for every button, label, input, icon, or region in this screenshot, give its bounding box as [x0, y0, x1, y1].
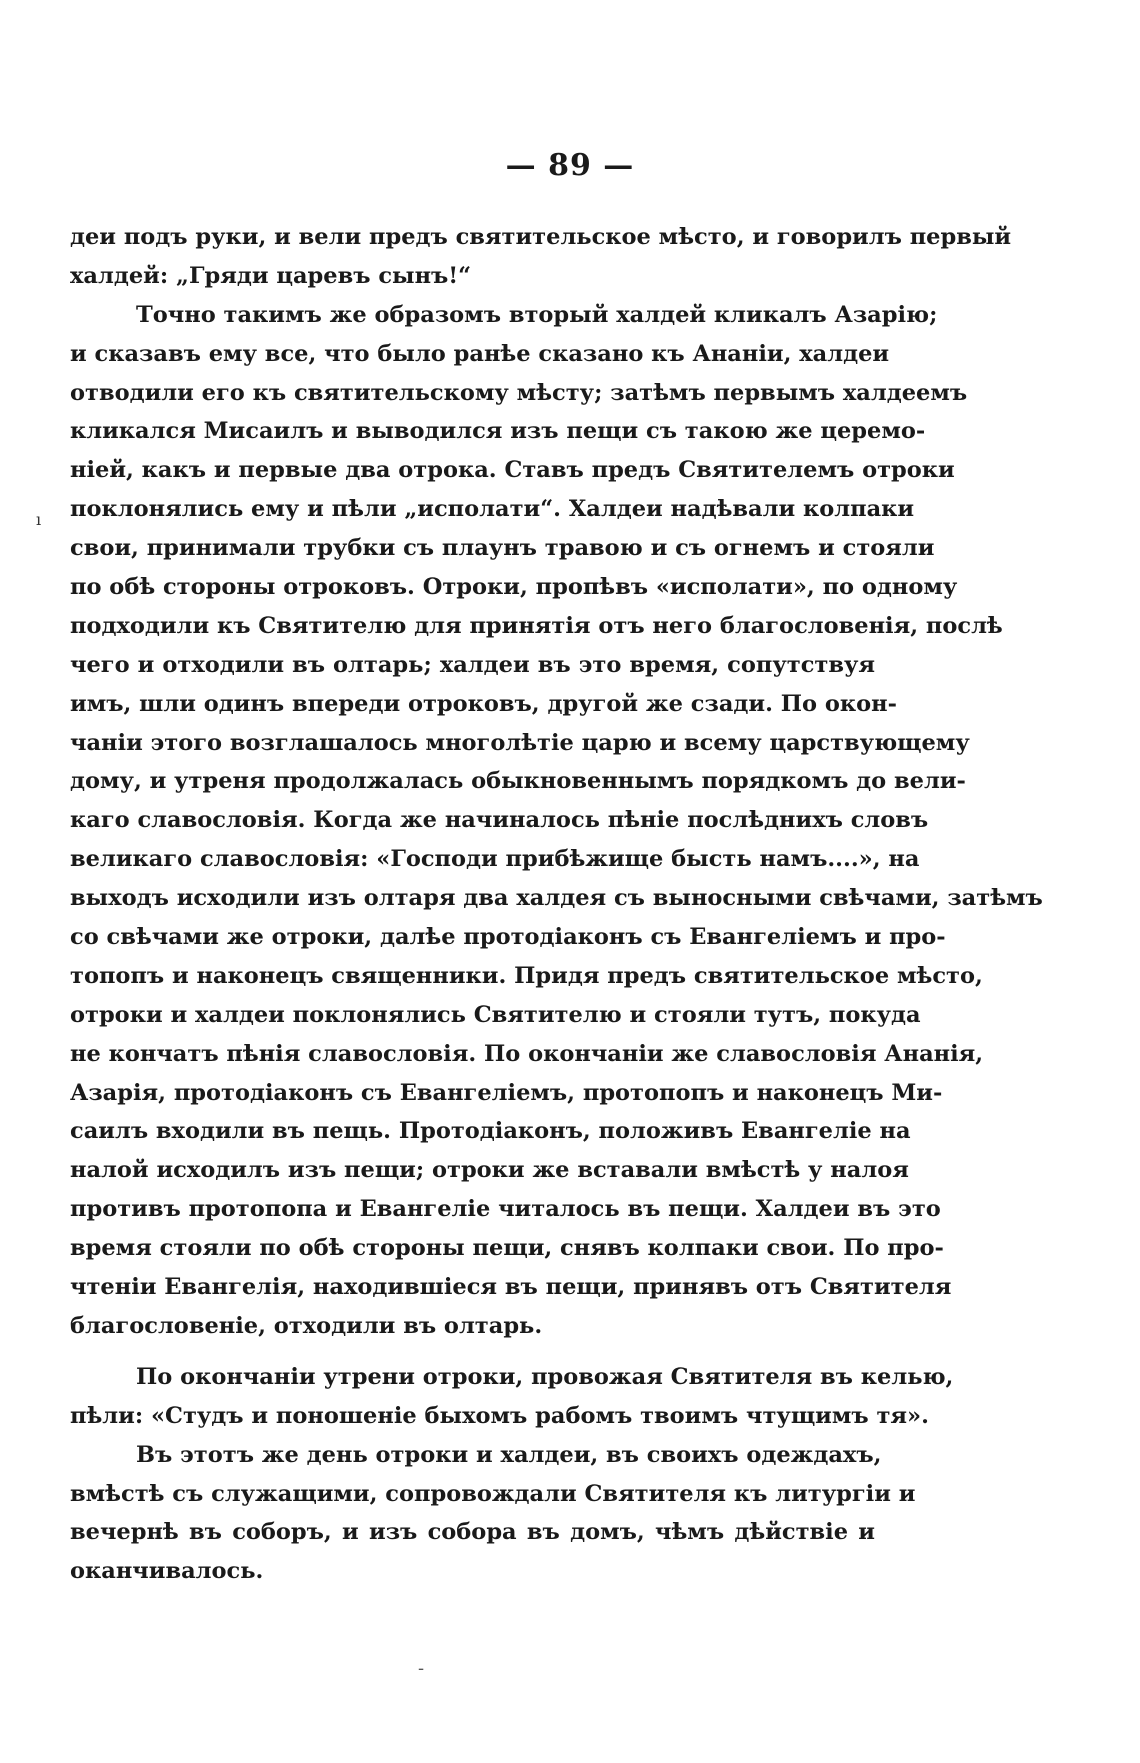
text-line: вечернѣ въ соборъ, и изъ собора въ домъ, чѣмъ дѣйствіе и оканчивалось. [70, 1519, 875, 1585]
text-line: халдей: „Гряди царевъ сынъ!“ [70, 262, 472, 289]
text-line: Въ этотъ же день отроки и халдеи, въ своихъ одеждахъ, [136, 1441, 882, 1468]
text-line: не кончатъ пѣнія славословія. По окончаніи же славословія Ананія, [70, 1040, 984, 1067]
text-line: имъ, шли одинъ впереди отроковъ, другой же сзади. По окон- [70, 690, 897, 717]
text-line: благословеніе, отходили въ олтарь. [70, 1312, 543, 1339]
text-line: дому, и утреня продолжалась обыкновеннымъ порядкомъ до вели- [70, 768, 966, 795]
text-line: выходъ исходили изъ олтаря два халдея съ выносными свѣчами, затѣмъ [70, 885, 1043, 912]
text-line: ніей, какъ и первые два отрока. Ставъ предъ Святителемъ отроки [70, 457, 955, 484]
text-line: пѣли: «Студъ и поношеніе быхомъ рабомъ твоимъ чтущимъ тя». [70, 1402, 929, 1429]
text-line: Азарія, протодіаконъ съ Евангеліемъ, протопопъ и наконецъ Ми- [70, 1079, 943, 1106]
text-line: По окончаніи утрени отроки, провожая Святителя въ келью, [136, 1363, 954, 1390]
body-text [70, 218, 1043, 1591]
text-line: время стояли по обѣ стороны пещи, снявъ колпаки свои. По про- [70, 1235, 944, 1262]
text-line: по обѣ стороны отроковъ. Отроки, пропѣвъ «исполати», по одному [70, 574, 958, 601]
text-line: налой исходилъ изъ пещи; отроки же вставали вмѣстѣ у налоя [70, 1157, 909, 1184]
text-line: и сказавъ ему все, что было ранѣе сказано къ Ананіи, халдеи [70, 340, 890, 367]
text-line: подходили къ Святителю для принятія отъ него благословенія, послѣ [70, 612, 1003, 639]
text-line: отроки и халдеи поклонялись Святителю и стояли тутъ, покуда [70, 1001, 921, 1028]
text-line: со свѣчами же отроки, далѣе протодіаконъ съ Евангеліемъ и про- [70, 924, 946, 951]
text-line: чаніи этого возглашалось многолѣтіе царю и всему царствующему [70, 729, 970, 756]
text-line: великаго славословія: «Господи прибѣжище бысть намъ....», на [70, 846, 920, 873]
text-line: саилъ входили въ пещь. Протодіаконъ, положивъ Евангеліе на [70, 1118, 911, 1145]
text-line: свои, принимали трубки съ плаунъ травою и съ огнемъ и стояли [70, 535, 935, 562]
text-line: деи подъ руки, и вели предъ святительское мѣсто, и говорилъ первый [70, 224, 1012, 250]
text-line: кликался Мисаилъ и выводился изъ пещи съ такою же церемо- [70, 418, 926, 445]
text-line: противъ протопопа и Евангеліе читалось въ пещи. Халдеи въ это [70, 1196, 941, 1223]
bottom-mark: - [418, 1658, 425, 1679]
text-line: поклонялись ему и пѣли „исполати“. Халдеи надѣвали колпаки [70, 496, 915, 523]
text-line: чего и отходили въ олтарь; халдеи въ это время, сопутствуя [70, 651, 875, 678]
text-line: топопъ и наконецъ священники. Придя предъ святительское мѣсто, [70, 962, 983, 989]
text-line: каго славословія. Когда же начиналось пѣніе послѣднихъ словъ [70, 807, 929, 834]
page-number: — 89 — [505, 148, 635, 183]
text-line: вмѣстѣ съ служащими, сопровождали Святителя къ литургіи и [70, 1480, 916, 1507]
margin-mark: ı [36, 510, 42, 529]
text-line: Точно такимъ же образомъ вторый халдей кликалъ Азарію; [136, 301, 938, 328]
text-line: отводили его къ святительскому мѣсту; затѣмъ первымъ халдеемъ [70, 379, 968, 406]
text-line: чтеніи Евангелія, находившіеся въ пещи, принявъ отъ Святителя [70, 1274, 952, 1301]
